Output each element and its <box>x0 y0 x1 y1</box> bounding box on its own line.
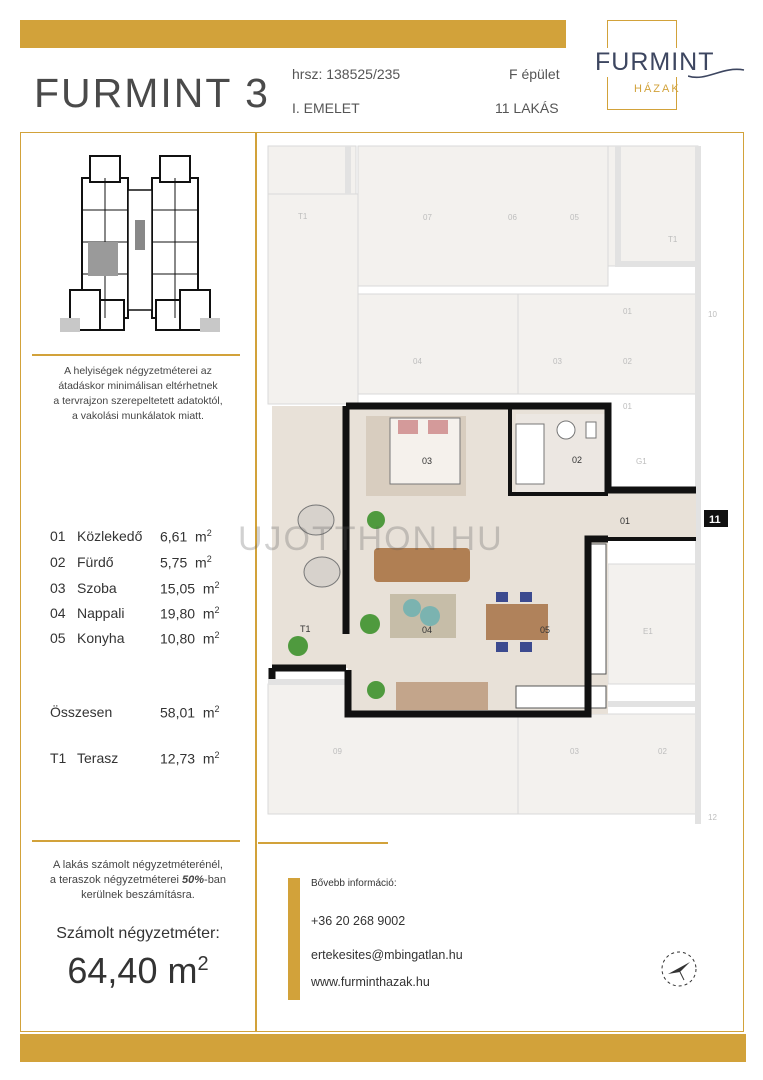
calc-number: 64,40 m <box>67 950 198 991</box>
area-value: 6,61 <box>160 528 188 545</box>
ghost-label: 09 <box>333 747 342 756</box>
room-number: 05 <box>50 630 66 646</box>
room-label-02: 02 <box>572 455 583 465</box>
calc-value <box>30 950 246 992</box>
area-value: 19,80 <box>160 605 196 622</box>
room-name: Konyha <box>77 630 125 646</box>
hrsz-label: hrsz: 138525/235 <box>292 66 401 82</box>
bottom-gold-bar <box>20 1034 746 1062</box>
ghost-label: 05 <box>570 213 579 222</box>
room-number: 04 <box>50 605 66 621</box>
room-number: 03 <box>50 580 66 596</box>
note-line <box>30 873 246 888</box>
unit-tag-label: 11 <box>709 514 721 526</box>
logo-swoosh-icon <box>688 62 745 82</box>
ghost-label: T1 <box>668 235 678 244</box>
terrace-number: T1 <box>50 750 67 766</box>
room-label-03: 03 <box>422 456 433 466</box>
gold-rule-1 <box>32 354 240 356</box>
ghost-label: 01 <box>623 402 632 411</box>
contact-website[interactable]: www.furminthazak.hu <box>311 975 430 989</box>
room-area <box>160 580 220 597</box>
area-unit: m <box>202 580 215 597</box>
square-sup: 2 <box>206 528 212 538</box>
room-name: Szoba <box>77 580 117 596</box>
contact-email[interactable]: ertekesites@mbingatlan.hu <box>311 948 463 962</box>
watermark: UJOTTHON HU <box>238 520 504 558</box>
ghost-label: 07 <box>423 213 432 222</box>
page-title: FURMINT 3 <box>34 70 270 116</box>
area-unit: m <box>195 528 207 545</box>
contact-heading: Bővebb információ: <box>311 878 397 889</box>
ghost-label: 03 <box>553 357 562 366</box>
ghost-label: 02 <box>658 747 667 756</box>
area-unit: m <box>202 704 215 721</box>
ghost-label: 12 <box>708 813 717 822</box>
area-value: 12,73 <box>160 750 196 767</box>
square-sup: 2 <box>206 554 212 564</box>
top-gold-bar <box>20 20 566 48</box>
terrace-note <box>30 858 246 903</box>
room-name: Fürdő <box>77 554 114 570</box>
square-sup: 2 <box>197 953 209 975</box>
room-number: 02 <box>50 554 66 570</box>
logo-sub: HÁZAK <box>634 83 681 95</box>
furmint-logo <box>593 18 745 110</box>
note-text: a teraszok négyzetméterei <box>49 874 182 886</box>
area-value: 58,01 <box>160 704 196 721</box>
note-line: a vakolási munkálatok miatt. <box>72 410 204 422</box>
unit-label: 11 LAKÁS <box>495 100 559 116</box>
area-value: 5,75 <box>160 554 188 571</box>
compass-icon <box>660 950 698 988</box>
calc-label: Számolt négyzetméter: <box>56 925 220 942</box>
note-line: a tervrajzon szerepeltetett adatoktól, <box>53 395 223 407</box>
terrace-name: Terasz <box>77 750 119 766</box>
room-label-t1: T1 <box>300 624 311 634</box>
ghost-label: 04 <box>413 357 422 366</box>
floor-label: I. EMELET <box>292 100 360 116</box>
contact-accent-bar <box>288 878 300 1000</box>
square-sup: 2 <box>214 605 220 615</box>
ghost-label: 01 <box>623 307 632 316</box>
note-text: -ban <box>204 874 227 886</box>
ghost-label: G1 <box>636 457 647 466</box>
square-sup: 2 <box>214 580 220 590</box>
note-line: A helyiségek négyzetméterei az <box>64 365 212 377</box>
room-area <box>160 630 220 647</box>
column-divider <box>255 132 257 1032</box>
room-number: 01 <box>50 528 66 544</box>
total-area <box>160 704 220 721</box>
square-sup: 2 <box>214 750 220 760</box>
ghost-label: E1 <box>643 627 653 636</box>
ghost-label: 02 <box>623 357 632 366</box>
floor-plan <box>258 134 742 824</box>
area-unit: m <box>202 605 215 622</box>
square-sup: 2 <box>214 630 220 640</box>
square-sup: 2 <box>214 704 220 714</box>
note-line: A lakás számolt négyzetméterénél, <box>53 859 223 871</box>
ghost-label: 03 <box>570 747 579 756</box>
room-area <box>160 605 220 622</box>
room-area <box>160 528 212 545</box>
room-name: Nappali <box>77 605 125 621</box>
terrace-area <box>160 750 220 767</box>
note-percent: 50% <box>182 874 205 886</box>
ghost-label: 10 <box>708 310 717 319</box>
building-label: F épület <box>509 66 560 82</box>
note-line: átadáskor minimálisan eltérhetnek <box>58 380 218 392</box>
logo-brand: FURMINT <box>595 48 715 76</box>
room-label-04: 04 <box>422 625 433 635</box>
area-unit: m <box>195 554 207 571</box>
room-name: Közlekedő <box>77 528 143 544</box>
ghost-label: 06 <box>508 213 517 222</box>
area-unit: m <box>202 630 215 647</box>
ghost-label: T1 <box>298 212 308 221</box>
area-value: 15,05 <box>160 580 196 597</box>
building-key-plan <box>60 150 220 340</box>
gold-rule-2 <box>32 840 240 842</box>
area-value: 10,80 <box>160 630 196 647</box>
gold-rule-3 <box>258 842 388 844</box>
total-label: Összesen <box>50 704 113 720</box>
room-area <box>160 554 212 571</box>
room-label-01: 01 <box>620 516 631 526</box>
area-disclaimer <box>30 364 246 424</box>
area-unit: m <box>202 750 215 767</box>
note-line: kerülnek beszámításra. <box>81 889 195 901</box>
room-label-05: 05 <box>540 625 551 635</box>
contact-phone[interactable]: +36 20 268 9002 <box>311 914 406 928</box>
